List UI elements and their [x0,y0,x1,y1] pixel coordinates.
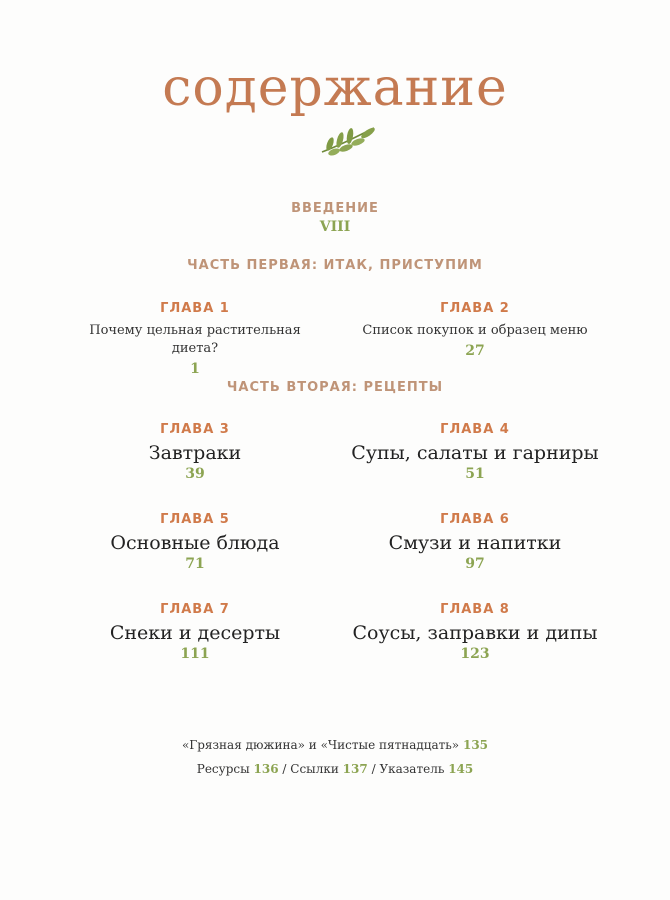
chapter-page-number: 123 [460,646,490,662]
toc-entry-chapter-4[interactable] [345,422,605,482]
entry-page-number: 135 [462,738,489,752]
chapter-title: Снеки и десерты [109,622,281,644]
chapter-label: ГЛАВА 4 [440,422,510,437]
toc-entry-chapter-2[interactable] [345,301,605,359]
chapter-label: ГЛАВА 5 [160,512,230,527]
chapter-title: Супы, салаты и гарниры [351,442,599,464]
chapter-page-number: 71 [185,556,205,572]
toc-entry-chapter-6[interactable] [345,512,605,572]
part1-label: ЧАСТЬ ПЕРВАЯ: ИТАК, ПРИСТУПИМ [187,258,483,273]
entry-title: Ресурсы [196,762,250,776]
chapter-page-number: 51 [465,466,485,482]
toc-entry-index[interactable] [379,762,473,776]
separator: / [282,762,287,776]
chapter-label: ГЛАВА 6 [440,512,510,527]
chapter-label: ГЛАВА 1 [160,301,230,316]
chapter-title: Завтраки [148,442,242,464]
toc-entry-chapter-1[interactable] [65,301,325,377]
chapter-page-number: 97 [465,556,485,572]
entry-page-number: 137 [342,762,368,776]
toc-entry-dirty-dozen[interactable] [0,738,670,752]
toc-entry-chapter-5[interactable] [65,512,325,572]
intro-page-number: VIII [319,219,351,235]
toc-entry-resources[interactable] [197,762,283,776]
chapter-page-number: 111 [180,646,210,662]
chapter-title: Список покупок и образец меню [362,323,588,338]
entry-title: Указатель [379,762,445,776]
chapter-title: Соусы, заправки и дипы [352,622,598,644]
chapter-label: ГЛАВА 8 [440,602,510,617]
chapter-page-number: 27 [465,343,485,359]
toc-entry-chapter-8[interactable] [345,602,605,662]
chapter-page-number: 39 [185,466,205,482]
chapter-label: ГЛАВА 7 [160,602,230,617]
toc-entry-references[interactable] [290,762,371,776]
chapter-page-number: 1 [190,361,200,377]
entry-page-number: 145 [448,762,474,776]
chapter-label: ГЛАВА 3 [160,422,230,437]
entry-title: Ссылки [290,762,339,776]
leaf-sprig-icon [318,122,378,158]
entry-title: «Грязная дюжина» и «Чистые пятнадцать» [181,738,460,752]
separator: / [371,762,376,776]
intro-label: ВВЕДЕНИЕ [291,201,379,216]
toc-footer-links [0,762,670,776]
toc-entry-chapter-3[interactable] [65,422,325,482]
chapter-title: Почему цельная растительная диета? [89,323,301,356]
part2-label: ЧАСТЬ ВТОРАЯ: РЕЦЕПТЫ [226,380,444,395]
page-title: содержание [162,58,508,118]
chapter-title: Смузи и напитки [388,532,562,554]
toc-entry-chapter-7[interactable] [65,602,325,662]
entry-page-number: 136 [253,762,279,776]
chapter-title: Основные блюда [110,532,280,554]
chapter-label: ГЛАВА 2 [440,301,510,316]
